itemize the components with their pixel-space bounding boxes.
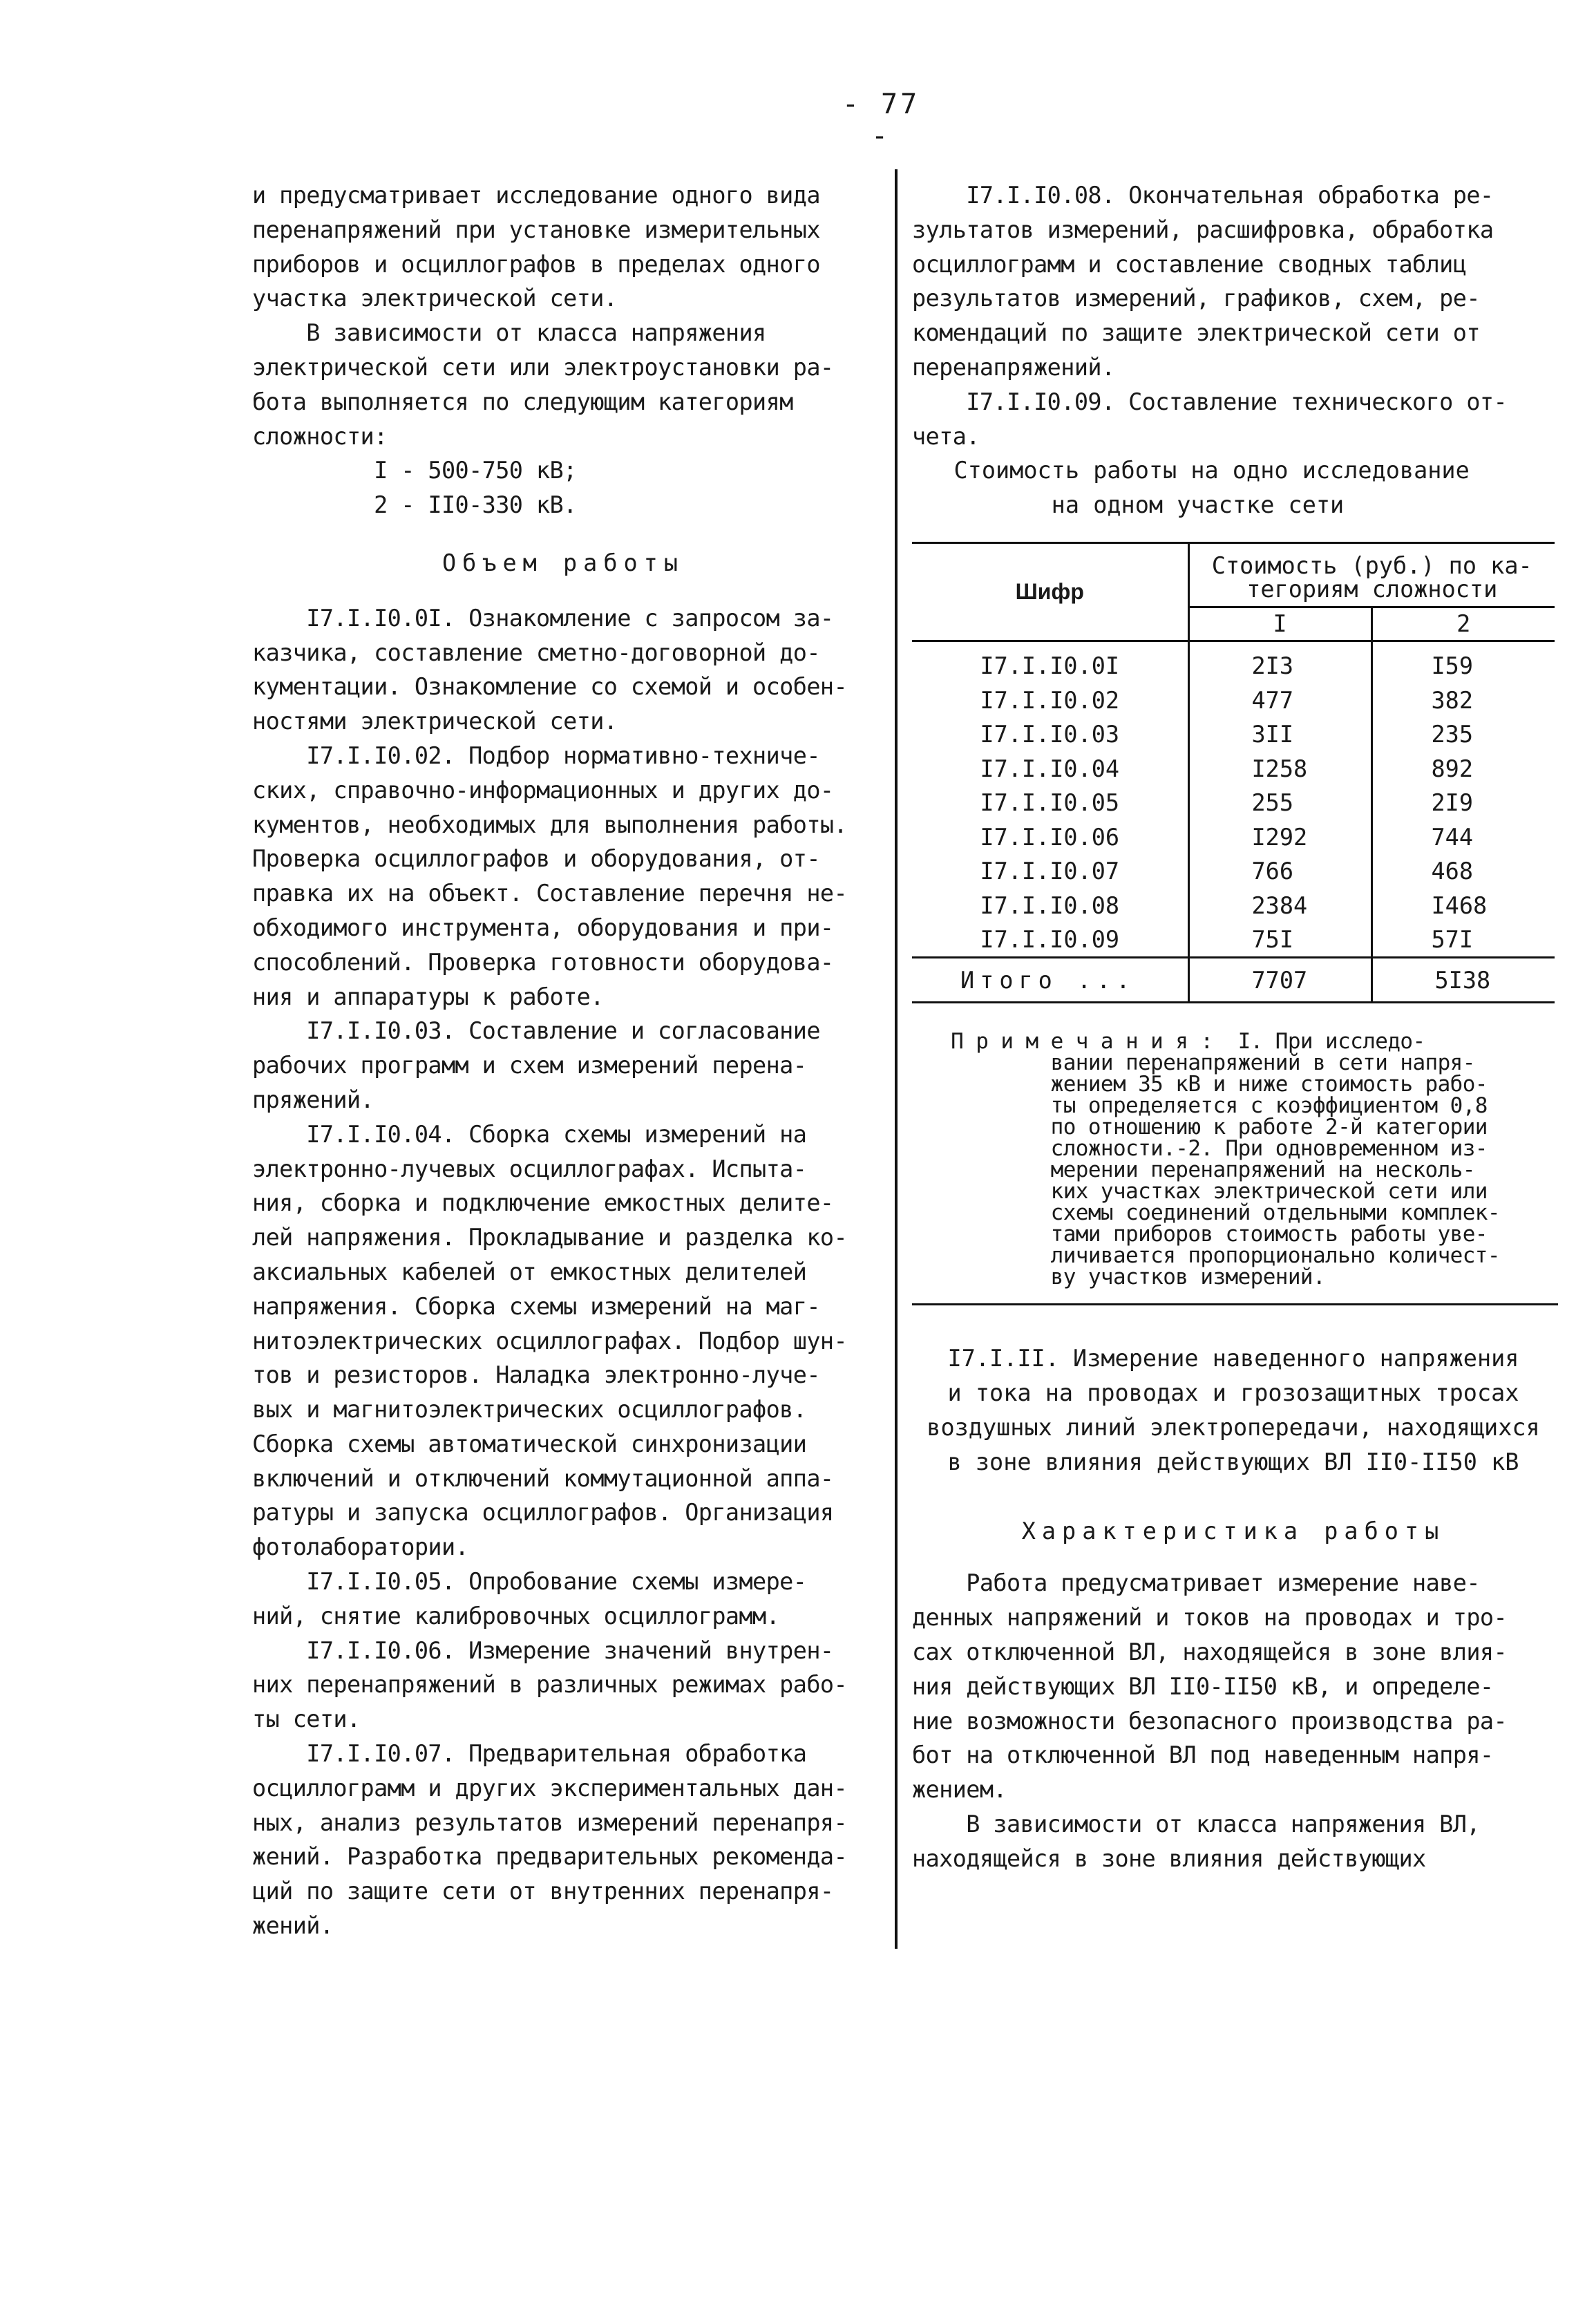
text-line: ния, сборка и подключение емкостных делите- bbox=[252, 1189, 834, 1217]
text-line: ний, снятие калибровочных осциллограмм. bbox=[252, 1602, 780, 1629]
cell-cost-1: 477 bbox=[1188, 683, 1371, 717]
cell-cost-2: 468 bbox=[1431, 858, 1474, 885]
text-line: I7.I.I0.05. Опробование схемы измере- bbox=[252, 1568, 807, 1596]
text-line: Сборка схемы автоматической синхронизации bbox=[252, 1430, 807, 1457]
text-line: ностями электрической сети. bbox=[252, 708, 618, 735]
text-line: рабочих программ и схем измерений перена- bbox=[252, 1052, 807, 1079]
text-line: I7.I.II. Измерение наведенного напряжения bbox=[947, 1345, 1519, 1372]
cell-cost-2: I59 bbox=[1431, 652, 1474, 680]
text-line: участка электрической сети. bbox=[252, 285, 618, 312]
table-note bbox=[912, 1031, 1575, 1288]
text-line: I7.I.I0.07. Предварительная обработка bbox=[252, 1740, 807, 1768]
cell-cost-2: I468 bbox=[1431, 891, 1488, 919]
cell-cost-1: 2I3 bbox=[1188, 641, 1371, 683]
text-line: жением. bbox=[912, 1776, 1007, 1804]
text-line: ния и аппаратуры к работе. bbox=[252, 983, 604, 1010]
text-line: I - 500-750 кВ; bbox=[252, 457, 577, 484]
text-line: сах отключенной ВЛ, находящейся в зоне влия- bbox=[912, 1638, 1508, 1666]
text-line: вых и магнитоэлектрических осциллографов. bbox=[252, 1396, 807, 1424]
header-code: Шифр bbox=[912, 542, 1188, 641]
table-header-row bbox=[912, 542, 1555, 607]
right-column bbox=[912, 178, 1575, 1876]
text-line: кументов, необходимых для выполнения работы. bbox=[252, 811, 848, 838]
note-line: жением 35 кВ и ниже стоимость рабо- bbox=[926, 1072, 1488, 1097]
cell-cost-1: I292 bbox=[1188, 820, 1371, 854]
text-line: сложности: bbox=[252, 422, 388, 450]
text-line: денных напряжений и токов на проводах и тро- bbox=[912, 1604, 1508, 1632]
cell-cost-2: 382 bbox=[1431, 686, 1474, 714]
text-line: казчика, составление сметно-договорной до- bbox=[252, 639, 820, 666]
text-line: жений. bbox=[252, 1912, 334, 1940]
header-cost-line: Стоимость (руб.) по ка- bbox=[1211, 551, 1532, 579]
text-line: Стоимость работы на одно исследование bbox=[912, 457, 1470, 484]
table-total-row bbox=[912, 958, 1555, 1003]
cell-code: I7.I.I0.02 bbox=[912, 683, 1188, 717]
table-row bbox=[912, 888, 1555, 923]
cell-total-label: Итого ... bbox=[912, 958, 1188, 1003]
text-line: В зависимости от класса напряжения ВЛ, bbox=[912, 1811, 1480, 1838]
text-line: ния действующих ВЛ II0-II50 кВ, и определе- bbox=[912, 1672, 1494, 1700]
text-line: тов и резисторов. Наладка электронно-лучe- bbox=[252, 1361, 820, 1389]
cell-code: I7.I.I0.0I bbox=[912, 641, 1188, 683]
text-line: воздушных линий электропередачи, находящихся bbox=[927, 1414, 1540, 1442]
section-heading-i7-1-11 bbox=[912, 1341, 1555, 1479]
text-line: I7.I.I0.0I. Ознакомление с запросом за- bbox=[252, 604, 834, 632]
text-line: I7.I.I0.09. Составление технического от- bbox=[912, 388, 1508, 415]
cost-table bbox=[912, 542, 1555, 1004]
text-line: осциллограмм и составление сводных таблиц bbox=[912, 250, 1467, 278]
note-line: ты определяется с коэффициентом 0,8 bbox=[926, 1093, 1488, 1119]
cell-cost-1: 75I bbox=[1188, 923, 1371, 958]
text-line: электронно-лучевых осциллографах. Испыта- bbox=[252, 1155, 807, 1182]
note-line: мерении перенапряжений на несколь- bbox=[926, 1158, 1475, 1183]
cell-code: I7.I.I0.03 bbox=[912, 717, 1188, 752]
note-line: схемы соединений отдельными комплек- bbox=[926, 1200, 1500, 1226]
cell-cost-2: 744 bbox=[1431, 823, 1474, 851]
table-row bbox=[912, 854, 1555, 889]
text-line: пряжений. bbox=[252, 1086, 374, 1113]
text-line: бот на отключенной ВЛ под наведенным напря- bbox=[912, 1741, 1494, 1769]
left-column bbox=[252, 178, 874, 1943]
characteristics-text bbox=[912, 1566, 1575, 1876]
page-number: - 77 - bbox=[842, 88, 920, 152]
text-line: на одном участке сети bbox=[912, 491, 1345, 519]
text-line: них перенапряжений в различных режимах рабо- bbox=[252, 1671, 848, 1699]
cell-cost-1: I258 bbox=[1188, 751, 1371, 786]
text-line: I7.I.I0.02. Подбор нормативно-техниче- bbox=[252, 741, 820, 769]
cell-code: I7.I.I0.08 bbox=[912, 888, 1188, 923]
note-line: ких участках электрической сети или bbox=[926, 1179, 1488, 1204]
text-line: Работа предусматривает измерение наве- bbox=[912, 1569, 1480, 1597]
text-line: кументации. Ознакомление со схемой и особен- bbox=[252, 673, 848, 701]
note-line: по отношению к работе 2-й категории bbox=[926, 1115, 1488, 1140]
header-cost bbox=[1188, 542, 1555, 607]
text-line: электрической сети или электроустановки ра- bbox=[252, 353, 834, 381]
cell-code: I7.I.I0.04 bbox=[912, 751, 1188, 786]
cell-total-2: 5I38 bbox=[1371, 958, 1555, 1003]
cell-cost-1: 255 bbox=[1188, 786, 1371, 820]
text-line: способлений. Проверка готовности оборудова- bbox=[252, 948, 834, 976]
text-line: зультатов измерений, расшифровка, обработка bbox=[912, 216, 1494, 243]
cell-code: I7.I.I0.06 bbox=[912, 820, 1188, 854]
section-heading-characteristics: Характеристика работы bbox=[1021, 1517, 1445, 1544]
column-divider bbox=[895, 169, 898, 1949]
text-line: обходимого инструмента, оборудования и при- bbox=[252, 914, 834, 941]
table-row bbox=[912, 923, 1555, 958]
text-line: ских, справочно-информационных и других до- bbox=[252, 776, 834, 804]
text-line: 2 - II0-330 кВ. bbox=[252, 491, 577, 519]
text-line: I7.I.I0.04. Сборка схемы измерений на bbox=[252, 1120, 807, 1148]
text-line: фотолаборатории. bbox=[252, 1533, 469, 1561]
text-line: включений и отключений коммутационной аппа- bbox=[252, 1464, 834, 1492]
text-line: бота выполняется по следующим категориям bbox=[252, 388, 793, 415]
cell-cost-2: 235 bbox=[1431, 721, 1474, 748]
header-cost-line: тегориям сложности bbox=[1246, 575, 1498, 603]
text-line: и тока на проводах и грозозащитных тросах bbox=[947, 1379, 1519, 1407]
text-line: ных, анализ результатов измерений перенапря- bbox=[252, 1808, 848, 1836]
note-bottom-rule bbox=[912, 1303, 1558, 1305]
cell-code: I7.I.I0.05 bbox=[912, 786, 1188, 820]
text-line: В зависимости от класса напряжения bbox=[252, 319, 766, 347]
text-line: I7.I.I0.08. Окончательная обработка ре- bbox=[912, 182, 1494, 209]
cell-code: I7.I.I0.09 bbox=[912, 923, 1188, 958]
text-line: правка их на объект. Составление перечня не- bbox=[252, 880, 848, 907]
table-row bbox=[912, 683, 1555, 717]
text-line: комендаций по защите электрической сети от bbox=[912, 319, 1480, 347]
cell-cost-1: 3II bbox=[1188, 717, 1371, 752]
text-line: жений. Разработка предварительных рекоменда- bbox=[252, 1843, 848, 1871]
text-line: Проверка осциллографов и оборудования, от- bbox=[252, 845, 820, 873]
table-row bbox=[912, 786, 1555, 820]
header-category-1: I bbox=[1188, 607, 1371, 641]
cell-cost-2: 57I bbox=[1431, 926, 1474, 954]
cell-code: I7.I.I0.07 bbox=[912, 854, 1188, 889]
text-line: ние возможности безопасного производства ра- bbox=[912, 1707, 1508, 1735]
table-row bbox=[912, 717, 1555, 752]
cell-cost-2: 892 bbox=[1431, 755, 1474, 782]
cell-total-1: 7707 bbox=[1188, 958, 1371, 1003]
table-row bbox=[912, 820, 1555, 854]
text-line: ратуры и запуска осциллографов. Организация bbox=[252, 1499, 834, 1527]
text-line: ты сети. bbox=[252, 1706, 361, 1733]
text-line: I7.I.I0.03. Составление и согласование bbox=[252, 1017, 820, 1045]
note-line: личивается пропорционально количест- bbox=[926, 1243, 1500, 1269]
text-line: в зоне влияния действующих ВЛ II0-II50 кВ bbox=[947, 1448, 1519, 1475]
text-line: перенапряжений. bbox=[912, 353, 1115, 381]
note-line: сложности.-2. При одновременном из- bbox=[926, 1136, 1488, 1162]
text-line: чета. bbox=[912, 422, 980, 450]
text-line: приборов и осциллографов в пределах одного bbox=[252, 250, 820, 278]
note-line: П р и м е ч а н и я : I. При исследо- bbox=[926, 1029, 1425, 1055]
cell-cost-2: 2I9 bbox=[1431, 789, 1474, 817]
text-line: нитоэлектрических осциллографах. Подбор шун- bbox=[252, 1327, 848, 1354]
text-line: аксиальных кабелей от емкостных делителей bbox=[252, 1258, 807, 1285]
text-line: осциллограмм и других экспериментальных дан- bbox=[252, 1774, 848, 1802]
text-line: находящейся в зоне влияния действующих bbox=[912, 1844, 1426, 1872]
note-line: ву участков измерений. bbox=[926, 1265, 1326, 1290]
scope-text bbox=[252, 601, 874, 1943]
table-row bbox=[912, 641, 1555, 683]
table-row bbox=[912, 751, 1555, 786]
text-line: лей напряжения. Прокладывание и разделка ко- bbox=[252, 1224, 848, 1251]
note-line: тами приборов стоимость работы уве- bbox=[926, 1222, 1488, 1247]
text-line: результатов измерений, графиков, схем, ре- bbox=[912, 285, 1480, 312]
cost-table-title bbox=[912, 453, 1575, 522]
text-line: напряжения. Сборка схемы измерений на маг- bbox=[252, 1292, 820, 1320]
text-line: ций по защите сети от внутренних перенапря- bbox=[252, 1878, 834, 1905]
final-steps-text bbox=[912, 178, 1575, 453]
header-category-2: 2 bbox=[1371, 607, 1555, 641]
section-heading-scope: Объем работы bbox=[442, 549, 685, 576]
text-line: перенапряжений при установке измерительных bbox=[252, 216, 820, 243]
intro-text bbox=[252, 178, 874, 522]
cell-cost-1: 2384 bbox=[1188, 888, 1371, 923]
note-line: вании перенапряжений в сети напря- bbox=[926, 1050, 1475, 1076]
cell-cost-1: 766 bbox=[1188, 854, 1371, 889]
text-line: I7.I.I0.06. Измерение значений внутрен- bbox=[252, 1636, 834, 1664]
text-line: и предусматривает исследование одного вида bbox=[252, 182, 820, 209]
